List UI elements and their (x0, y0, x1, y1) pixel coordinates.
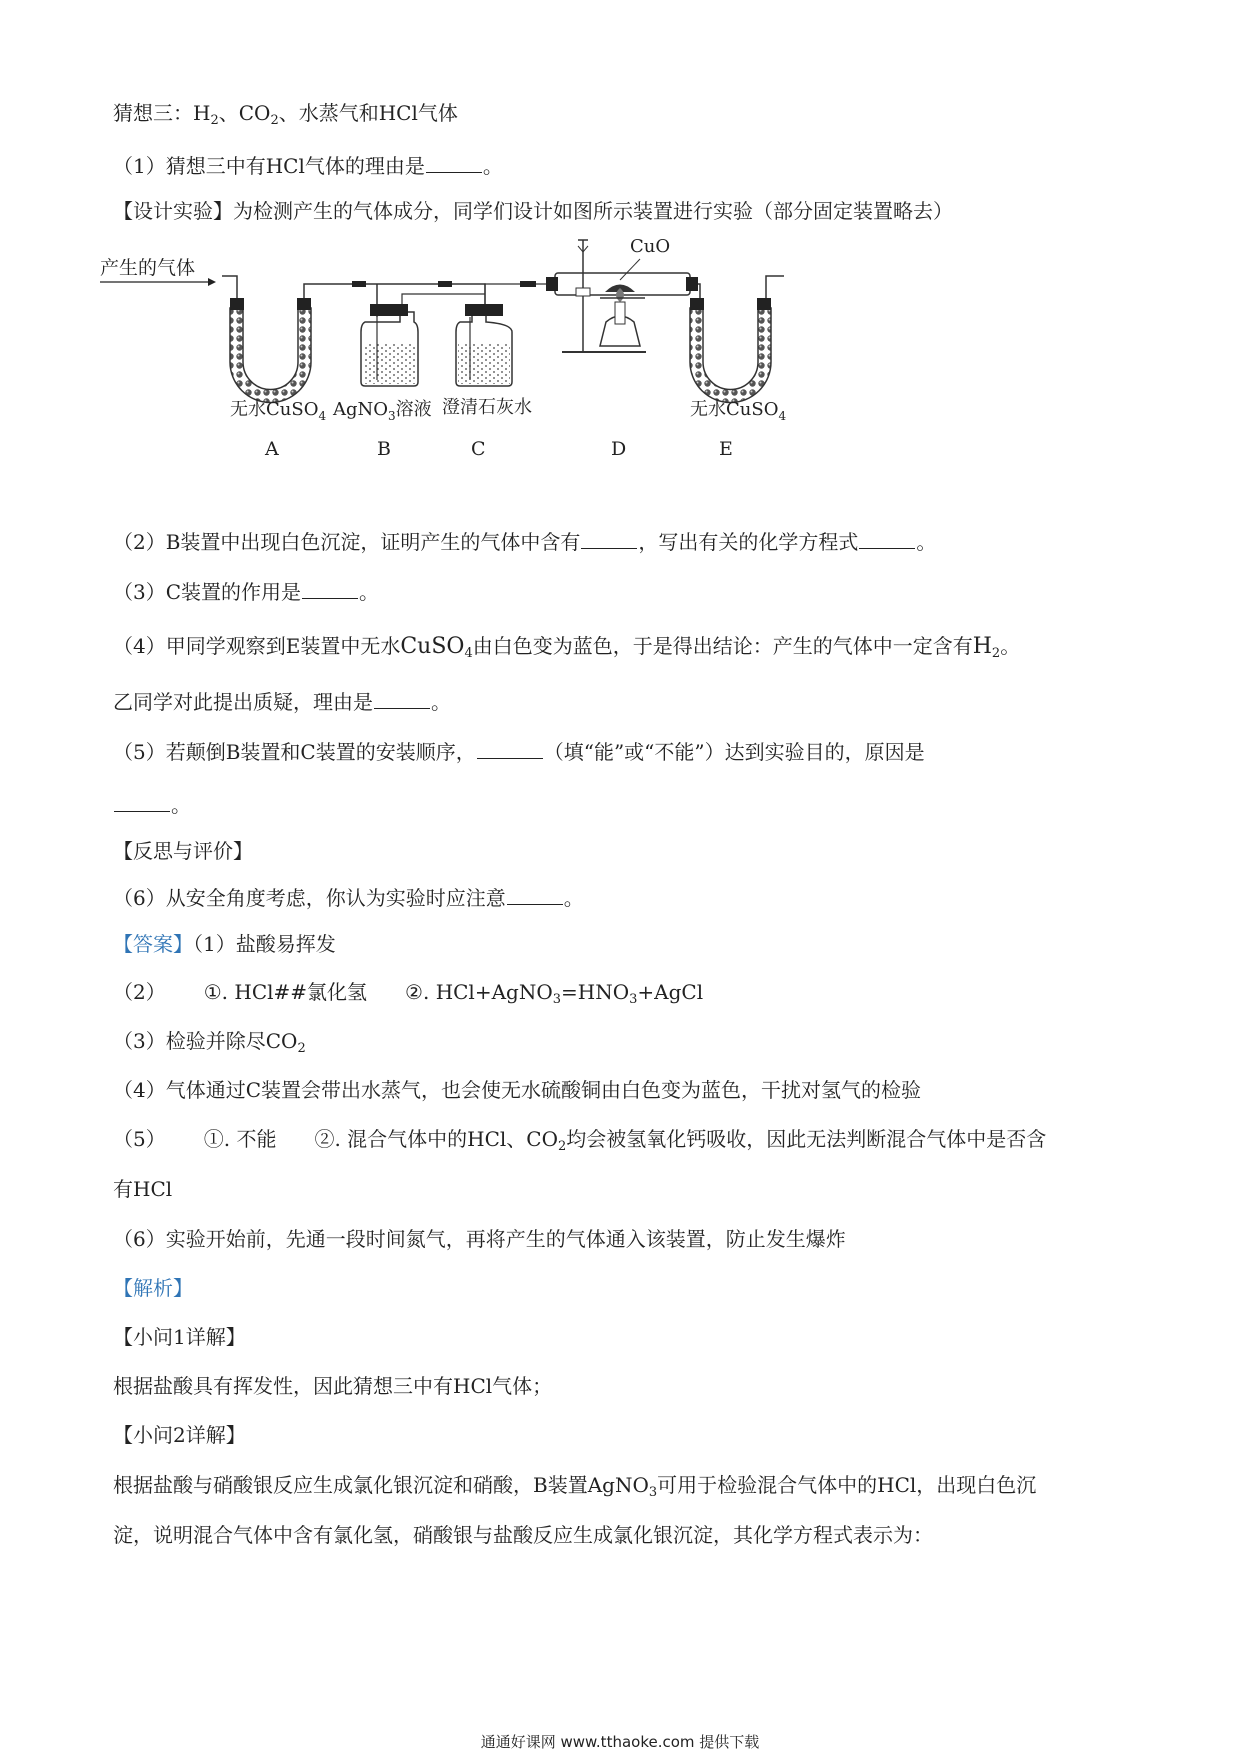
question-2: （2）B装置中出现白色沉淀，证明产生的气体中含有 ，写出有关的化学方程式 。 (113, 530, 937, 554)
label-a: A (265, 438, 279, 460)
answer-blank (302, 580, 358, 599)
reagent-b: AgNO$_3$溶液 (333, 399, 432, 423)
question-6: （6）从安全角度考虑，你认为实验时应注意 。 (113, 886, 584, 910)
answer-1: 【答案】（1）盐酸易挥发 (113, 932, 336, 956)
answer-blank (859, 530, 915, 549)
analysis-tag: 【解析】 (113, 1276, 193, 1300)
input-gas-label: 产生的气体 (100, 257, 196, 279)
sub-question-1-title: 【小问1详解】 (113, 1325, 246, 1349)
reagent-c: 澄清石灰水 (442, 397, 532, 418)
u-tube-e (690, 298, 771, 403)
u-tube-a (230, 298, 311, 403)
label-b: B (377, 438, 391, 460)
label-d: D (611, 438, 627, 460)
combustion-tube-d (546, 236, 698, 352)
reagent-e: 无水CuSO$_4$ (690, 399, 787, 423)
answer-2: （2） ①. HCl##氯化氢 ②. $HCl+AgNO_3=HNO_3+AgCl$ (113, 980, 704, 1007)
footer: 通通好课网 www.tthaoke.com 提供下载 (480, 1733, 760, 1751)
question-3: （3）C装置的作用是 。 (113, 580, 380, 604)
cuo-label: CuO (630, 236, 671, 257)
answer-3: （3）检验并除尽$CO_2$ (113, 1029, 306, 1056)
question-5b: 。 (113, 791, 191, 819)
question-4: （4）甲同学观察到E装置中无水CuSO$_4$由白色变为蓝色，于是得出结论：产生的气体中一定含有$H_2$。 (113, 634, 1021, 661)
apparatus-diagram (100, 236, 920, 517)
bottle-b (361, 304, 418, 386)
answer-6: （6）实验开始前，先通一段时间氮气，再将产生的气体通入该装置，防止发生爆炸 (113, 1227, 846, 1251)
label-c: C (471, 438, 486, 460)
answer-blank (507, 886, 563, 905)
sub-question-1-text: 根据盐酸具有挥发性，因此猜想三中有HCl气体； (113, 1374, 553, 1398)
answer-5: （5） ①. 不能 ②. 混合气体中的HCl、$CO_2$均会被氢氧化钙吸收，因此无法判断混合气体中是否含 (113, 1127, 1047, 1154)
answer-blank (114, 793, 170, 812)
reflect-heading: 【反思与评价】 (113, 839, 253, 863)
answer-blank (374, 690, 430, 709)
answer-blank (477, 740, 543, 759)
question-5: （5）若颠倒B装置和C装置的安装顺序， （填“能”或“不能”）达到实验目的，原因是 (113, 740, 925, 764)
conjecture-3: 猜想三：$H_2$、$CO_2$、水蒸气和HCl气体 (113, 101, 458, 128)
label-e: E (719, 438, 733, 460)
bottle-c (456, 304, 512, 386)
sub-question-2-line2: 淀，说明混合气体中含有氯化氢，硝酸银与盐酸反应生成氯化银沉淀，其化学方程式表示为： (113, 1523, 933, 1547)
design-heading: 【设计实验】为检测产生的气体成分，同学们设计如图所示装置进行实验（部分固定装置略去） (113, 199, 953, 223)
answer-tag: 【答案】 (113, 932, 193, 956)
reagent-a: 无水CuSO$_4$ (230, 399, 327, 423)
answer-5-cont: 有HCl (113, 1177, 173, 1201)
sub-question-2-title: 【小问2详解】 (113, 1423, 246, 1447)
answer-4: （4）气体通过C装置会带出水蒸气，也会使无水硫酸铜由白色变为蓝色，干扰对氢气的检验 (113, 1078, 922, 1102)
sub-question-2-line1: 根据盐酸与硝酸银反应生成氯化银沉淀和硝酸，B装置AgNO$_3$可用于检验混合气体中的HCl，出现白色沉 (113, 1473, 1037, 1500)
answer-blank (426, 154, 482, 173)
question-1: （1）猜想三中有HCl气体的理由是 。 (113, 154, 503, 178)
answer-blank (581, 530, 637, 549)
question-4b: 乙同学对此提出质疑，理由是 。 (113, 690, 451, 714)
